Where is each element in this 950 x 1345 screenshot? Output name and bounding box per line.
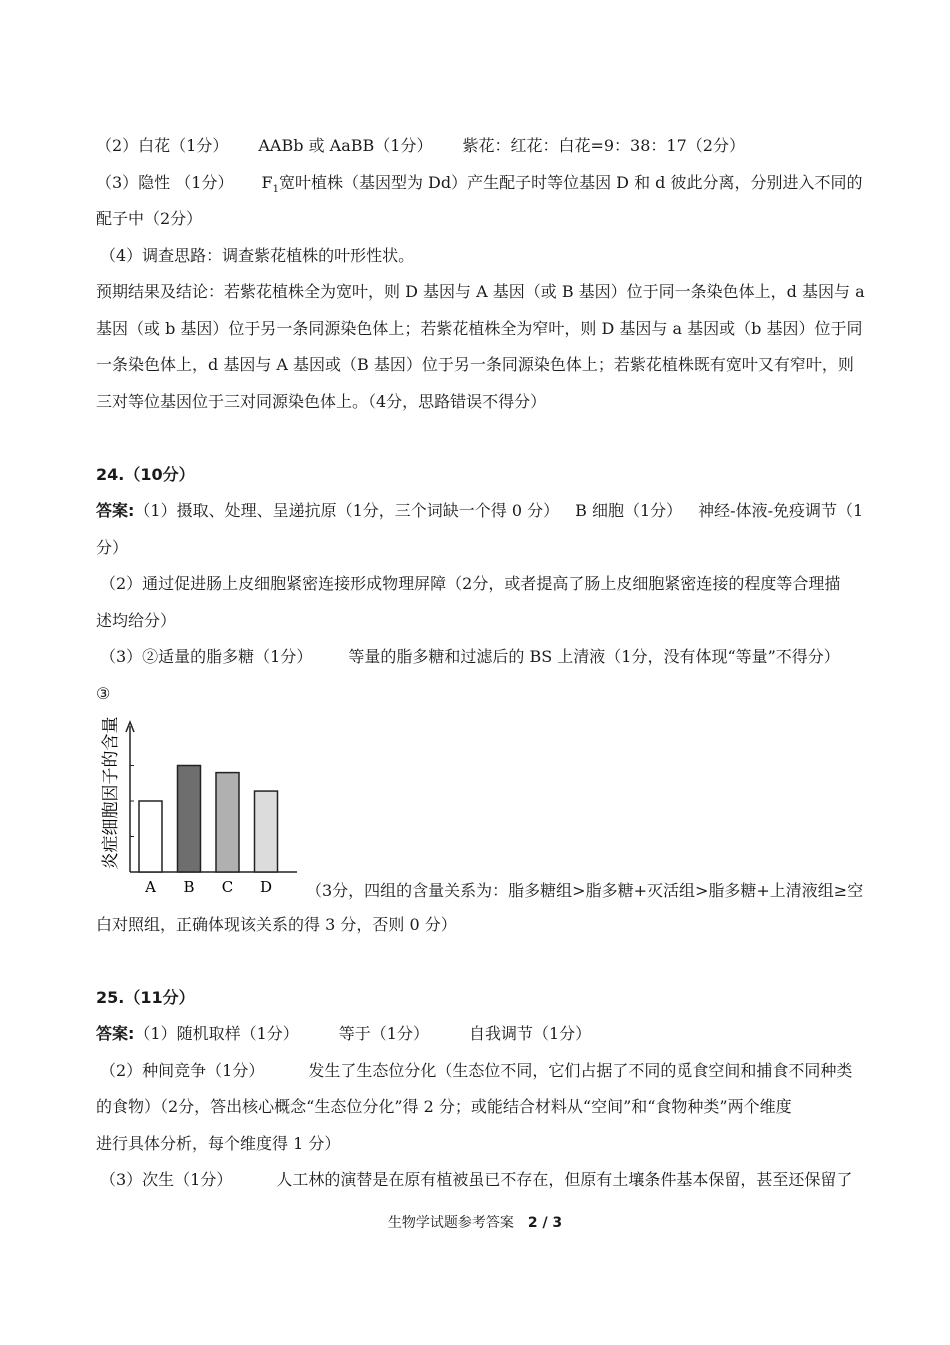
bar-b [178,766,201,873]
footer-title: 生物学试题参考答案 [387,1215,514,1231]
q24-part3-line1 [100,645,870,669]
q24-part3-marker: ③ [96,684,111,703]
q25-part2-line2: 的食物）（2分，答出核心概念“生态位分化”得 2 分；或能结合材料从“空间”和“食物种类”两个维度 [96,1097,792,1116]
q24-part3-line3: （3分，四组的含量关系为：脂多糖组>脂多糖+灭活组>脂多糖+上清液组≥空 [306,881,864,900]
x-tick-label-b: B [183,878,195,896]
q23-part2-answer1: （2）白花（1分） [96,136,229,155]
q25-part2-answer1: （2）种间竞争（1分） [100,1061,265,1080]
bar-d [255,791,278,872]
q25-part2-answer2: 发生了生态位分化（生态位不同，它们占据了不同的觅食空间和捕食不同种类 [308,1061,853,1080]
q25-part1-answer3: 自我调节（1分） [468,1024,592,1043]
q24-part3-answer2: 等量的脂多糖和过滤后的 BS 上清液（1分，没有体现“等量”不得分） [348,647,840,666]
q23-part3-line1 [96,171,866,202]
q25-part1-line [96,1022,866,1046]
inflammatory-factor-bar-chart [92,710,302,900]
q23-part2-line [96,134,866,158]
q24-part2-line1: （2）通过促进肠上皮细胞紧密连接形成物理屏障（2分，或者提高了肠上皮细胞紧密连接的程度等合理描 [100,574,841,593]
q23-part4-line2: 预期结果及结论：若紫花植株全为宽叶，则 D 基因与 A 基因（或 B 基因）位于同一条染色体上，d 基因与 a [96,282,865,301]
q23-part4-line3: 基因（或 b 基因）位于另一条同源染色体上；若紫花植株全为窄叶，则 D 基因与 a 基因或（b 基因）位于同 [96,319,863,338]
q24-part1-answer3: 神经-体液-免疫调节（1 [698,501,864,520]
q23-part3-answer2: 宽叶植株（基因型为 Dd）产生配子时等位基因 D 和 d 彼此分离，分别进入不同的 [278,173,863,192]
q24-part1-answer2: B 细胞（1分） [575,501,683,520]
q23-part3-f: F [261,173,273,192]
q24-heading: 24.（10分） [96,465,195,484]
chart-tick-labels [144,878,272,896]
q23-part4-line4: 一条染色体上，d 基因与 A 基因或（B 基因）位于另一条同源染色体上；若紫花植株既有宽叶又有窄叶，则 [96,355,854,374]
q25-part2-line1 [100,1059,870,1083]
q24-answer-label: 答案: [96,501,135,520]
bar-c [216,773,239,872]
page-footer [0,1212,950,1232]
bar-a [139,801,162,872]
q23-part2-answer2: AABb 或 AaBB（1分） [258,136,433,155]
q23-part4-line5: 三对等位基因位于三对同源染色体上。（4分，思路错误不得分） [96,392,547,411]
q24-part3-answer1: （3）②适量的脂多糖（1分） [100,647,313,666]
q24-part1-line2: 分） [96,538,129,557]
q23-part3-f-subscript: 1 [272,184,279,196]
q25-answer-label: 答案: [96,1024,135,1043]
q24-part2-line2: 述均给分） [96,611,177,630]
q23-part4-line1: （4）调查思路：调查紫花植株的叶形性状。 [100,246,415,265]
q25-part3-answer2: 人工林的演替是在原有植被虽已不存在，但原有土壤条件基本保留，甚至还保留了 [276,1170,853,1189]
q25-part2-line3: 进行具体分析，每个维度得 1 分） [96,1134,341,1153]
chart-bars [139,766,278,873]
q25-part3-answer1: （3）次生（1分） [100,1170,233,1189]
q25-heading: 25.（11分） [96,988,195,1007]
q25-part1-answer1: （1）随机取样（1分） [134,1024,299,1043]
x-tick-label-d: D [259,878,273,896]
x-tick-label-c: C [221,878,234,896]
page-number: 2 / 3 [527,1215,563,1231]
q24-part1-answer1: （1）摄取、处理、呈递抗原（1分，三个词缺一个得 0 分） [134,501,560,520]
q25-part1-answer2: 等于（1分） [338,1024,429,1043]
chart-y-axis-label: 炎症细胞因子的含量 [101,716,121,870]
q23-part3-answer1: （3）隐性 （1分） [96,173,234,192]
q24-part1-line1 [96,499,866,523]
q24-part3-line4: 白对照组，正确体现该关系的得 3 分，否则 0 分） [96,915,457,934]
x-tick-label-a: A [145,878,156,896]
q23-part2-answer3: 紫花：红花：白花=9：38：17（2分） [462,136,745,155]
q25-part3-line1 [100,1168,870,1192]
q23-part3-line2: 配子中（2分） [96,209,203,228]
